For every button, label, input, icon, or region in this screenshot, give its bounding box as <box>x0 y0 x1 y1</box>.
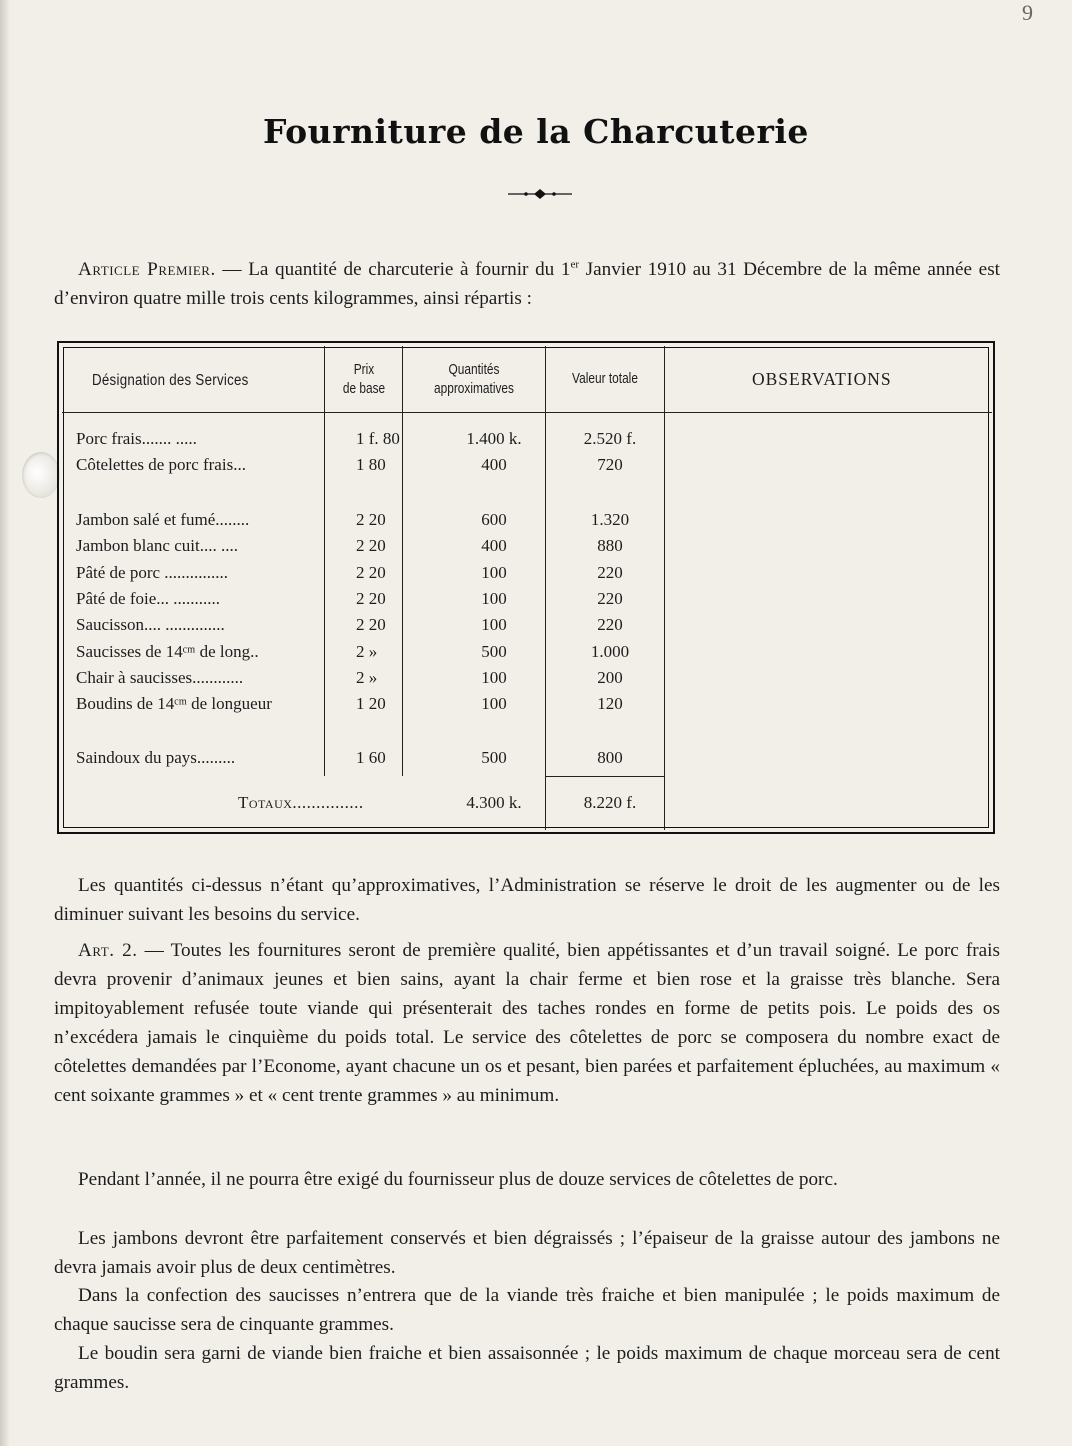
row-label: Boudins de 14ᶜᵐ de longueur <box>76 694 272 713</box>
row-valeur: 220 <box>597 563 623 582</box>
row-label: Jambon salé et fumé........ <box>76 510 250 529</box>
row-quantite: 100 <box>481 668 507 687</box>
table-row <box>0 748 1072 774</box>
article-premier-text-1: — La quantité de charcuterie à fournir du 1 <box>215 259 571 280</box>
row-valeur: 120 <box>597 694 623 713</box>
table-row <box>0 455 1072 481</box>
row-quantite: 100 <box>481 563 507 582</box>
article-premier-label: Article Premier. <box>78 259 216 280</box>
article-2-label: Art. 2. <box>78 940 138 961</box>
row-prix: 1 20 <box>356 694 386 713</box>
row-label: Saucisson.... .............. <box>76 615 225 634</box>
row-label: Côtelettes de porc frais... <box>76 455 246 474</box>
row-valeur: 2.520 f. <box>583 429 637 448</box>
row-quantite: 100 <box>481 615 507 634</box>
table-row <box>0 563 1072 589</box>
table-row <box>0 536 1072 562</box>
row-label: Saucisses de 14ᶜᵐ de long.. <box>76 642 259 661</box>
row-prix: 2 20 <box>356 563 386 582</box>
table-row <box>0 510 1072 536</box>
article-2-text: — Toutes les fournitures seront de première qualité, bien appétissantes et d’un travail soigné. Le porc frais devra provenir d’animaux jeunes et bien sains, ayant la chair ferme et bien rose et la graisse très blanche. Sera impitoyablement refusée toute viande qui présenterait des taches rondes en forme de petits pois. Le poids des os n’excédera jamais le cinquième du poids total. Le service des côtelettes de porc se composera du nombre exact de côtelettes demandées par l’Econome, ayant chacune un os et pesant, bien parées et parfaitement épluchées, au maximum « cent soixante grammes » et « cent trente grammes » au minimum. <box>54 940 1000 1106</box>
header-valeur: Valeur totale <box>572 371 638 387</box>
row-label: Jambon blanc cuit.... .... <box>76 536 238 555</box>
header-quantites-line1: Quantités <box>448 362 500 378</box>
totals-label: Totaux............... <box>238 793 364 812</box>
header-quantites-line2: approximatives <box>434 381 514 397</box>
totals-quantite: 4.300 k. <box>466 793 522 812</box>
row-valeur: 880 <box>597 536 623 555</box>
row-prix: 2 » <box>356 668 378 687</box>
page-edge-shadow <box>0 0 10 1446</box>
row-prix: 2 20 <box>356 510 386 529</box>
table-row <box>0 615 1072 641</box>
header-prix <box>339 361 388 399</box>
paragraph-saucisses: Dans la confection des saucisses n’entrera que de la viande très fraiche et bien manipulée ; le poids maximum de chaque saucisse sera de cinquante grammes. <box>54 1285 1000 1335</box>
table-row <box>0 589 1072 615</box>
row-label: Chair à saucisses............ <box>76 668 244 687</box>
page-number: 9 <box>1022 0 1033 25</box>
row-quantite: 500 <box>481 748 507 767</box>
row-quantite: 1.400 k. <box>466 429 522 448</box>
table-row <box>0 694 1072 720</box>
row-valeur: 220 <box>597 589 623 608</box>
row-prix: 2 20 <box>356 536 386 555</box>
row-valeur: 1.000 <box>590 642 630 661</box>
row-label: Pâté de porc ............... <box>76 563 229 582</box>
article-2 <box>54 936 1000 1110</box>
page-title: Fourniture de la Charcuterie <box>263 112 809 151</box>
paragraph-quantites: Les quantités ci-dessus n’étant qu’approximatives, l’Administration se réserve le droit de les augmenter ou de les diminuer suivant les besoins du service. <box>54 875 1000 925</box>
row-quantite: 400 <box>481 455 507 474</box>
table-row <box>0 429 1072 455</box>
row-valeur: 720 <box>597 455 623 474</box>
row-valeur: 200 <box>597 668 623 687</box>
row-prix: 1 f. 80 <box>356 429 400 448</box>
row-label: Saindoux du pays......... <box>76 748 236 767</box>
row-quantite: 400 <box>481 536 507 555</box>
row-quantite: 100 <box>481 694 507 713</box>
row-valeur: 1.320 <box>590 510 630 529</box>
article-premier-text-2: Janvier 1910 au 31 Décembre de la même année est d’environ quatre mille trois cents kilogrammes, ainsi répartis : <box>54 259 1000 309</box>
row-label: Porc frais....... ..... <box>76 429 197 448</box>
header-quantites <box>423 361 525 399</box>
header-designation: Désignation des Services <box>92 372 249 389</box>
row-prix: 2 20 <box>356 615 386 634</box>
row-valeur: 800 <box>597 748 623 767</box>
row-label: Pâté de foie... ........... <box>76 589 220 608</box>
row-quantite: 500 <box>481 642 507 661</box>
table-header-rule <box>62 412 992 413</box>
row-valeur: 220 <box>597 615 623 634</box>
row-prix: 2 20 <box>356 589 386 608</box>
row-prix: 1 80 <box>356 455 386 474</box>
row-prix: 1 60 <box>356 748 386 767</box>
table-row <box>0 668 1072 694</box>
header-prix-line2: de base <box>342 381 386 397</box>
row-quantite: 600 <box>481 510 507 529</box>
row-quantite: 100 <box>481 589 507 608</box>
paragraph-cotelettes: Pendant l’année, il ne pourra être exigé du fournisseur plus de douze services de côtelettes de porc. <box>78 1169 838 1190</box>
header-observations: OBSERVATIONS <box>752 369 892 389</box>
table-totals-rule <box>545 776 665 777</box>
article-premier-sup: er <box>570 258 580 271</box>
header-prix-line1: Prix <box>353 362 375 378</box>
paragraph-jambons: Les jambons devront être parfaitement conservés et bien dégraissés ; l’épaiseur de la graisse autour des jambons ne devra jamais avoir plus de deux centimètres. <box>54 1228 1000 1278</box>
totals-valeur: 8.220 f. <box>583 793 637 812</box>
table-row <box>0 642 1072 668</box>
ornament-divider-icon <box>508 188 572 200</box>
paragraph-boudin: Le boudin sera garni de viande bien fraiche et bien assaisonnée ; le poids maximum de chaque morceau sera de cent grammes. <box>54 1343 1000 1393</box>
row-prix: 2 » <box>356 642 378 661</box>
article-premier <box>54 255 1000 313</box>
